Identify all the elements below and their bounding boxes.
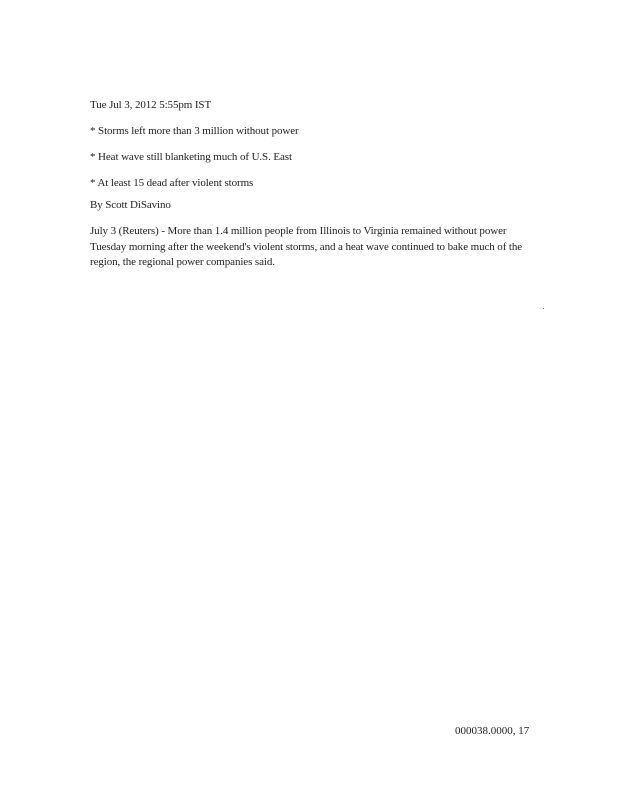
bullet-point: * At least 15 dead after violent storms [90, 177, 254, 189]
bullet-point: * Storms left more than 3 million without power [90, 125, 299, 137]
bullet-point: * Heat wave still blanketing much of U.S. East [90, 151, 292, 163]
article-byline: By Scott DiSavino [90, 199, 171, 211]
bates-number: 000038.0000, 17 [455, 725, 530, 737]
article-body-paragraph: July 3 (Reuters) - More than 1.4 million people from Illinois to Virginia remained without power Tuesday morning after the weekend's violent storms, and a heat wave continued to bake much of the region, the regional power companies said. [90, 225, 523, 268]
scan-speck [543, 308, 544, 309]
article-dateline: Tue Jul 3, 2012 5:55pm IST [90, 99, 212, 111]
